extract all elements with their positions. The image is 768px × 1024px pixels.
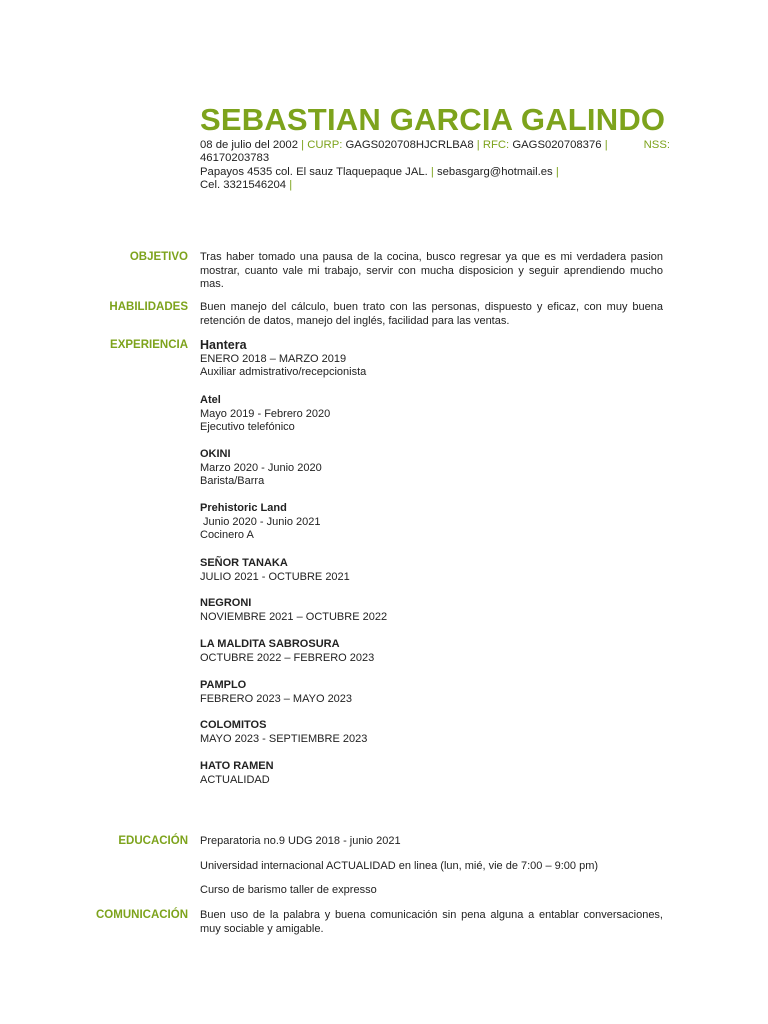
job-dates: JULIO 2021 - OCTUBRE 2021 (200, 570, 350, 583)
job-entry (200, 394, 330, 435)
nss-label: NSS: (643, 139, 670, 151)
job-company: COLOMITOS (200, 719, 267, 731)
section-label-objetivo: OBJETIVO (129, 251, 188, 263)
job-entry (200, 679, 352, 706)
job-entry (200, 557, 350, 584)
job-dates: NOVIEMBRE 2021 – OCTUBRE 2022 (200, 610, 388, 623)
contact-block (200, 139, 670, 193)
contact-line-2 (200, 152, 670, 165)
job-dates: FEBRERO 2023 – MAYO 2023 (200, 692, 353, 705)
job-role: Barista/Barra (200, 475, 265, 487)
comunicacion-text: Buen uso de la palabra y buena comunicación sin pena alguna a entablar conversaciones, muy sociable y amigable. (200, 909, 663, 935)
job-company: SEÑOR TANAKA (200, 557, 288, 569)
job-company: OKINI (200, 448, 231, 460)
separator: | (476, 139, 480, 151)
job-dates: MAYO 2023 - SEPTIEMBRE 2023 (200, 732, 368, 745)
job-company: Atel (200, 394, 221, 406)
education-item: Preparatoria no.9 UDG 2018 - junio 2021 (200, 835, 401, 847)
contact-line-1 (200, 139, 670, 152)
section-label-comunicacion: COMUNICACIÓN (96, 909, 188, 921)
separator: | (604, 139, 608, 151)
job-dates: ENERO 2018 – MARZO 2019 (200, 352, 347, 365)
contact-line-3 (200, 166, 670, 179)
separator: | (289, 179, 293, 192)
job-company: PAMPLO (200, 679, 247, 691)
education-item: Universidad internacional ACTUALIDAD en linea (lun, mié, vie de 7:00 – 9:00 pm) (200, 860, 599, 872)
job-entry (200, 760, 274, 787)
job-role: Cocinero A (200, 529, 254, 541)
birthdate: 08 de julio del 2002 (200, 139, 298, 151)
job-entry (200, 339, 366, 380)
habilidades-text: Buen manejo del cálculo, buen trato con las personas, dispuesto y eficaz, con muy buena retención de datos, manejo del inglés, facilidad para las ventas. (200, 301, 663, 327)
job-dates: Mayo 2019 - Febrero 2020 (200, 407, 331, 420)
job-company: NEGRONI (200, 597, 252, 609)
email: sebasgarg@hotmail.es (437, 165, 553, 178)
separator: | (555, 165, 559, 178)
job-entry (200, 502, 320, 543)
education-item: Curso de barismo taller de expresso (200, 884, 377, 896)
phone: Cel. 3321546204 (200, 179, 287, 192)
job-role: Ejecutivo telefónico (200, 421, 295, 433)
candidate-name: SEBASTIAN GARCIA GALINDO (200, 102, 666, 137)
section-label-educacion: EDUCACIÓN (118, 835, 188, 847)
job-dates: ACTUALIDAD (200, 773, 270, 786)
job-entry (200, 597, 387, 624)
separator: | (430, 165, 434, 178)
objetivo-text: Tras haber tomado una pausa de la cocina, busco regresar ya que es mi verdadera pasion mostrar, cuanto vale mi trabajo, servir con mucha disposicion y seguir aprendiendo mucho mas. (200, 251, 663, 290)
job-company: LA MALDITA SABROSURA (200, 638, 340, 650)
job-entry (200, 638, 374, 665)
curp-value: GAGS020708HJCRLBA8 (345, 139, 474, 151)
job-dates: OCTUBRE 2022 – FEBRERO 2023 (200, 651, 375, 664)
contact-line-4 (200, 179, 670, 192)
nss-value: 46170203783 (200, 152, 270, 165)
address: Papayos 4535 col. El sauz Tlaquepaque JAL. (200, 165, 428, 178)
job-role: Auxiliar admistrativo/recepcionista (200, 366, 367, 378)
job-entry (200, 719, 367, 746)
curp-label: CURP: (307, 139, 343, 151)
separator: | (301, 139, 305, 151)
job-entry (200, 448, 322, 489)
job-company: Hantera (200, 338, 247, 352)
job-company: Prehistoric Land (200, 502, 287, 514)
rfc-value: GAGS020708376 (512, 139, 602, 151)
job-company: HATO RAMEN (200, 760, 274, 772)
section-label-experiencia: EXPERIENCIA (110, 339, 188, 351)
job-dates: Marzo 2020 - Junio 2020 (200, 461, 322, 474)
job-dates: Junio 2020 - Junio 2021 (200, 515, 321, 528)
section-label-habilidades: HABILIDADES (109, 301, 188, 313)
rfc-label: RFC: (482, 139, 510, 151)
